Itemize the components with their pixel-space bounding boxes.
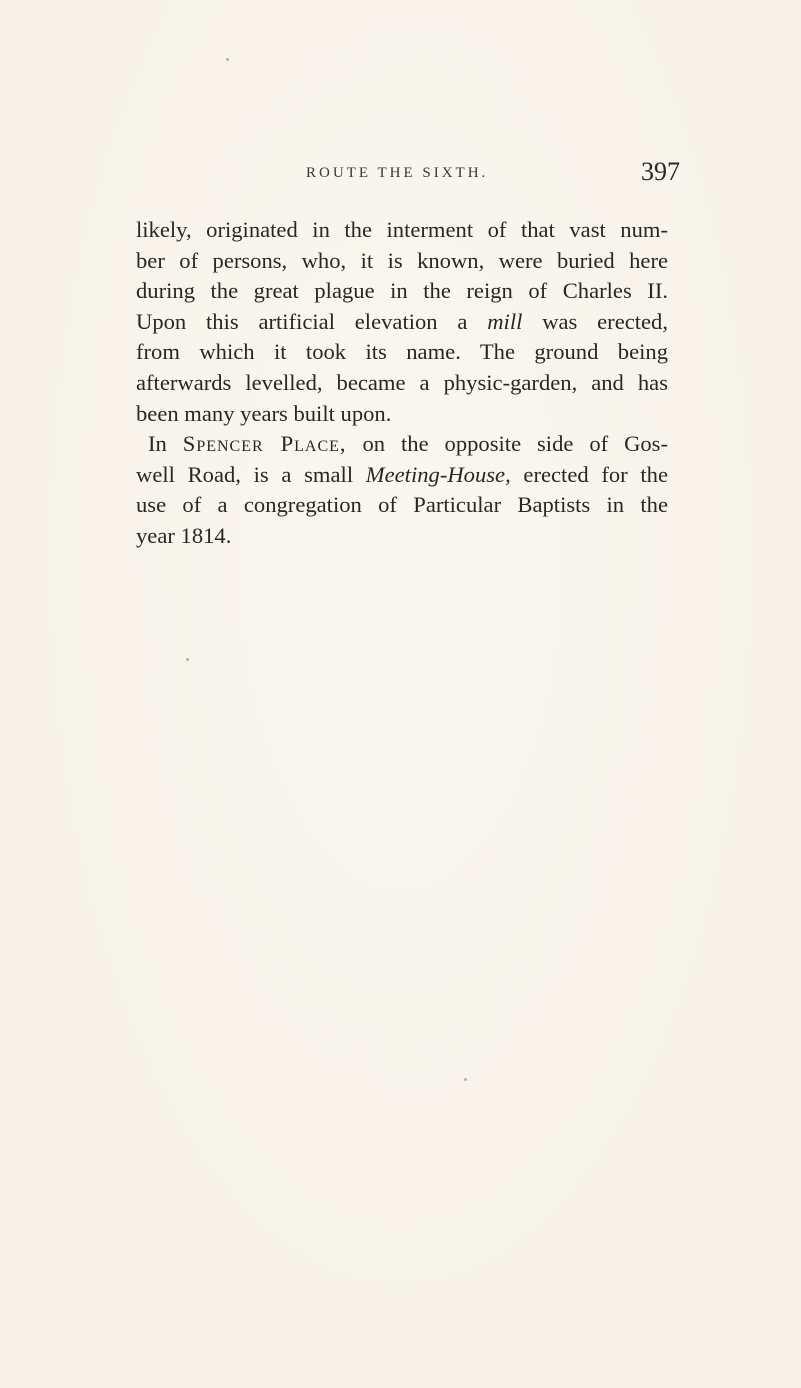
- text-line: from which it took its name. The ground being: [136, 339, 668, 365]
- text-segment: In: [148, 431, 183, 457]
- paper-speck: [226, 58, 229, 61]
- page-number: 397: [641, 157, 680, 186]
- text-segment: was erected,: [522, 308, 668, 334]
- text-segment: well Road, is a small: [136, 461, 366, 487]
- paragraph-1: [136, 215, 668, 429]
- italic-meeting-house: Meeting-House,: [365, 461, 511, 487]
- paper-speck: [186, 658, 189, 661]
- text-line: afterwards levelled, became a physic-garden, and has: [136, 369, 668, 395]
- text-line: [136, 460, 668, 491]
- paragraph-2: [136, 429, 668, 551]
- text-line: during the great plague in the reign of Charles II.: [136, 278, 668, 304]
- text-line: year 1814.: [136, 522, 232, 548]
- italic-word-mill: mill: [487, 308, 523, 334]
- body-text: [136, 215, 668, 552]
- running-head: [0, 157, 801, 197]
- text-line: [136, 429, 668, 460]
- small-caps-place-name: Spencer Place,: [182, 431, 347, 457]
- text-line: [136, 307, 668, 338]
- text-segment: on the opposite side of Gos-: [346, 431, 669, 457]
- text-line: likely, originated in the interment of that vast num-: [136, 217, 668, 242]
- paper-speck: [464, 1078, 467, 1081]
- text-line: use of a congregation of Particular Baptists in the: [136, 492, 668, 518]
- text-segment: Upon this artificial elevation a: [136, 308, 488, 334]
- running-title: ROUTE THE SIXTH.: [306, 165, 489, 181]
- text-segment: erected for the: [510, 461, 668, 487]
- text-line: been many years built upon.: [136, 400, 392, 426]
- text-line: ber of persons, who, it is known, were buried here: [136, 247, 668, 273]
